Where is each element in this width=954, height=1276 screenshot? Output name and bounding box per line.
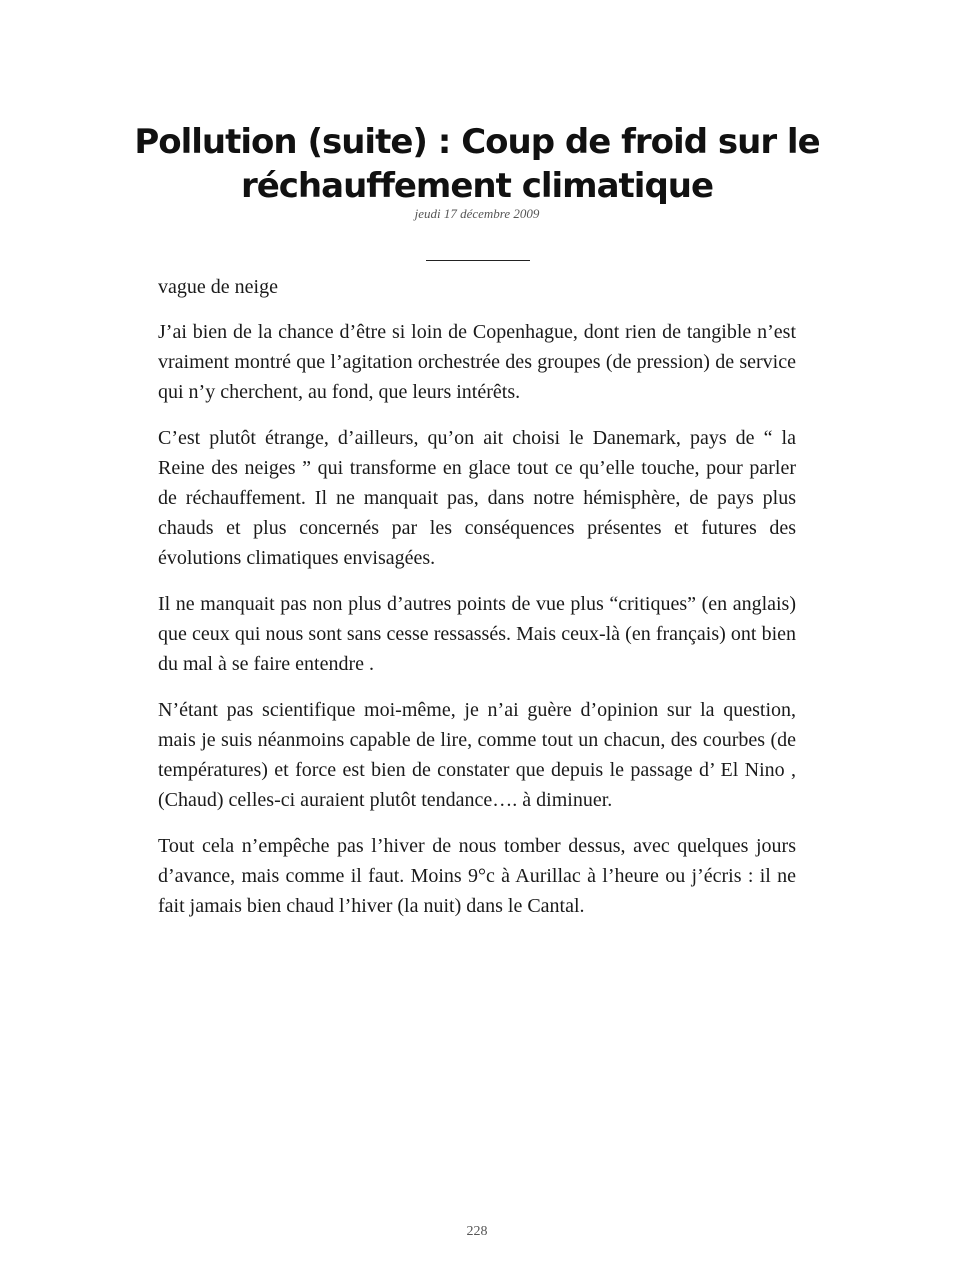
paragraph-copenhague: J’ai bien de la chance d’être si loin de Copenhague, dont rien de tangible n’est vraiment montré que l’agitation orchestrée des groupes (de pression) de service qui n’y cherchent, au fond, que leurs intérêts. bbox=[158, 321, 796, 403]
article-title: Pollution (suite) : Coup de froid sur le réchauffement climatique bbox=[134, 122, 820, 206]
paragraph-points-de-vue: Il ne manquait pas non plus d’autres points de vue plus “critiques” (en anglais) que ceux qui nous sont sans cesse ressassés. Mais ceux-là (en français) ont bien du mal à se faire entendre . bbox=[158, 593, 796, 675]
article-date: jeudi 17 décembre 2009 bbox=[414, 206, 540, 221]
article-subtitle: vague de neige bbox=[158, 276, 278, 298]
paragraph-danemark: C’est plutôt étrange, d’ailleurs, qu’on ait choisi le Danemark, pays de “ la Reine des neiges ” qui transforme en glace tout ce qu’elle touche, pour parler de réchauffement. Il ne manquait pas, dans notre hémisphère, de pays plus chauds et plus concernés par les conséquences présentes et futures des évolutions climatiques envisagées. bbox=[158, 427, 796, 569]
paragraph-temperatures: N’étant pas scientifique moi-même, je n’ai guère d’opinion sur la question, mais je suis néanmoins capable de lire, comme tout un chacun, des courbes (de températures) et force est bien de constater que depuis le passage d’ El Nino , (Chaud) celles-ci auraient plutôt tendance…. à diminuer. bbox=[158, 699, 796, 811]
article-body bbox=[158, 272, 796, 937]
title-separator bbox=[426, 260, 530, 261]
page-number: 228 bbox=[466, 1224, 488, 1239]
paragraph-hiver: Tout cela n’empêche pas l’hiver de nous tomber dessus, avec quelques jours d’avance, mais comme il faut. Moins 9°c à Aurillac à l’heure ou j’écris : il ne fait jamais bien chaud l’hiver (la nuit) dans le Cantal. bbox=[158, 835, 796, 917]
